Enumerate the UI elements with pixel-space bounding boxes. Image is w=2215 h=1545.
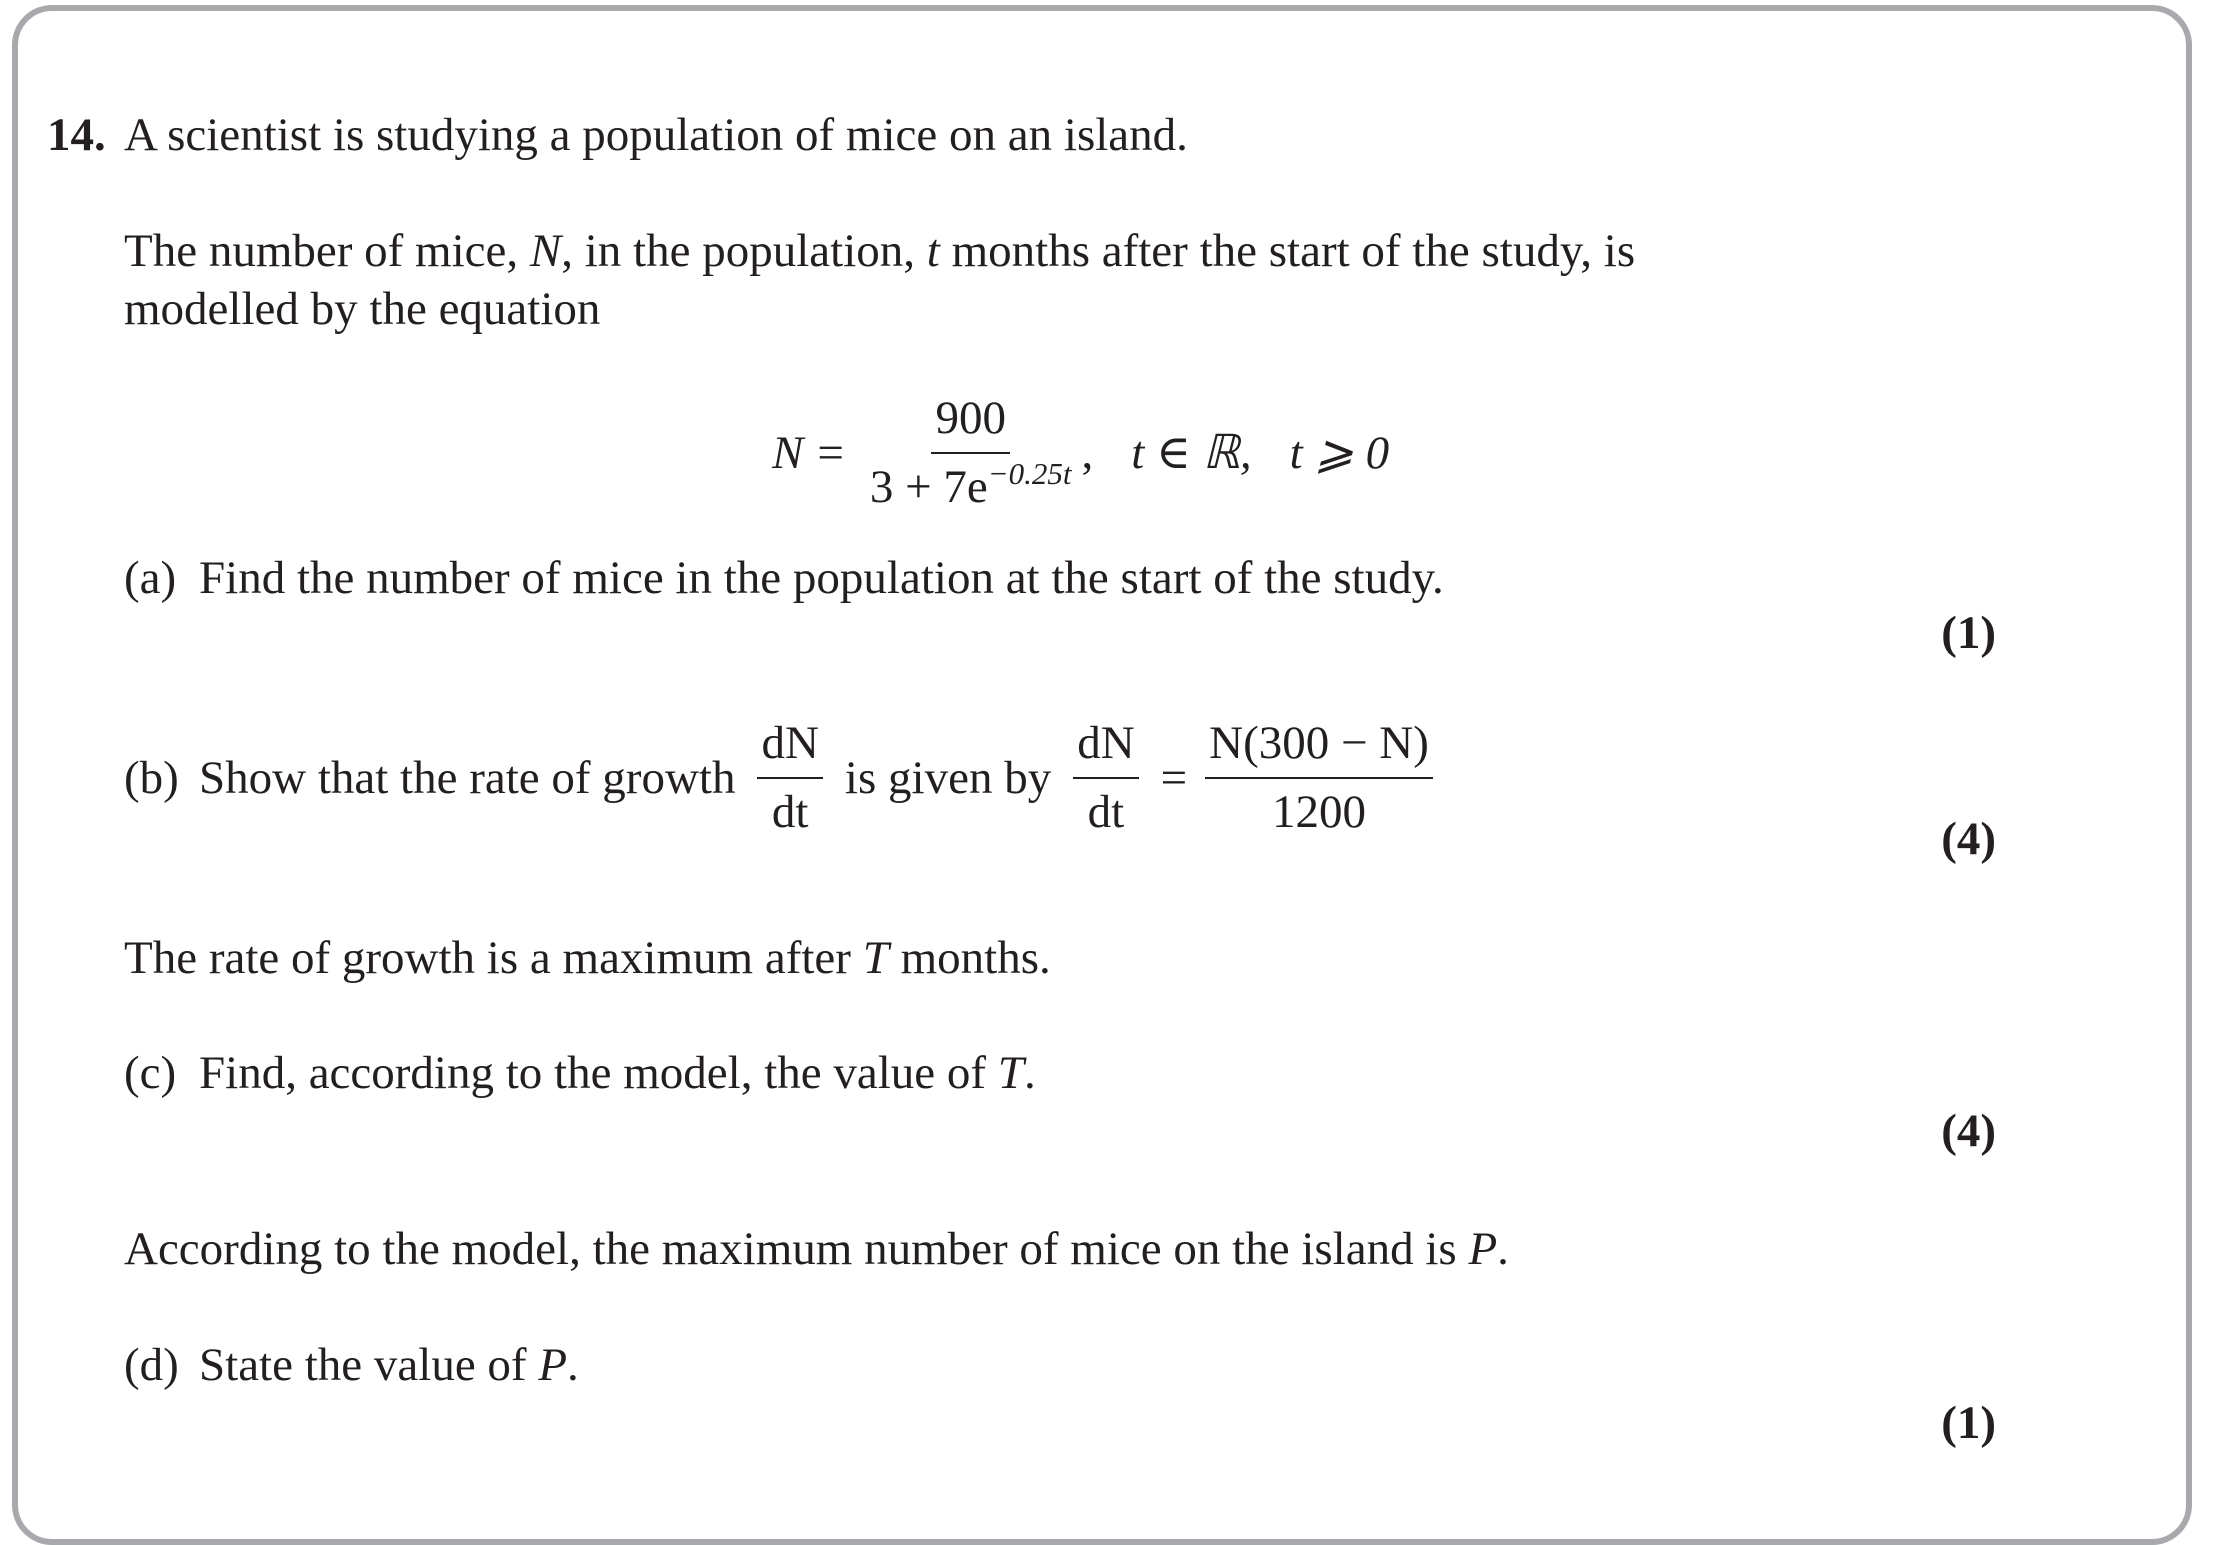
model-description-line-1: The number of mice, N, in the population, t months after the start of the study, is	[124, 225, 1636, 277]
derivative-fraction-1: $\frac{dN}{dt}$	[757, 720, 822, 836]
part-b-marks: (4)	[1941, 813, 1996, 865]
growth-rate-fraction: $\frac{N(300 - N)}{1200}$	[1205, 720, 1433, 836]
part-d: (d) State the value of P.	[124, 1339, 579, 1391]
question-number: 14.	[47, 109, 106, 161]
domain-real: t ∈ ℝ,	[1131, 426, 1252, 479]
model-fraction: $\frac{900}{3 + 7e^{-0.25t}}$	[869, 392, 1072, 513]
part-a: (a) Find the number of mice in the population at the start of the study.	[124, 552, 1444, 604]
domain-nonnegative: t ⩾ 0	[1289, 426, 1390, 479]
part-d-marks: (1)	[1941, 1397, 1996, 1449]
model-description-line-2: modelled by the equation	[124, 283, 601, 335]
part-c-marks: (4)	[1941, 1105, 1996, 1157]
model-equation: N = $\frac{900}{3 + 7e^{-0.25t}}$ , t ∈ ℝ, t ⩾ 0	[772, 392, 1390, 513]
part-a-marks: (1)	[1941, 607, 1996, 659]
max-population-statement: According to the model, the maximum number of mice on the island is P.	[124, 1223, 1509, 1275]
question-intro: A scientist is studying a population of mice on an island.	[124, 109, 1188, 161]
derivative-fraction-2: $\frac{dN}{dt}$	[1073, 720, 1138, 836]
max-growth-statement: The rate of growth is a maximum after T months.	[124, 932, 1051, 984]
part-b: (b) Show that the rate of growth $\frac{dN}{dt}$ is given by $\frac{dN}{dt}$ = $\frac{N(300 - N)}{1200}$	[124, 720, 1443, 836]
part-c: (c) Find, according to the model, the value of T.	[124, 1047, 1036, 1099]
